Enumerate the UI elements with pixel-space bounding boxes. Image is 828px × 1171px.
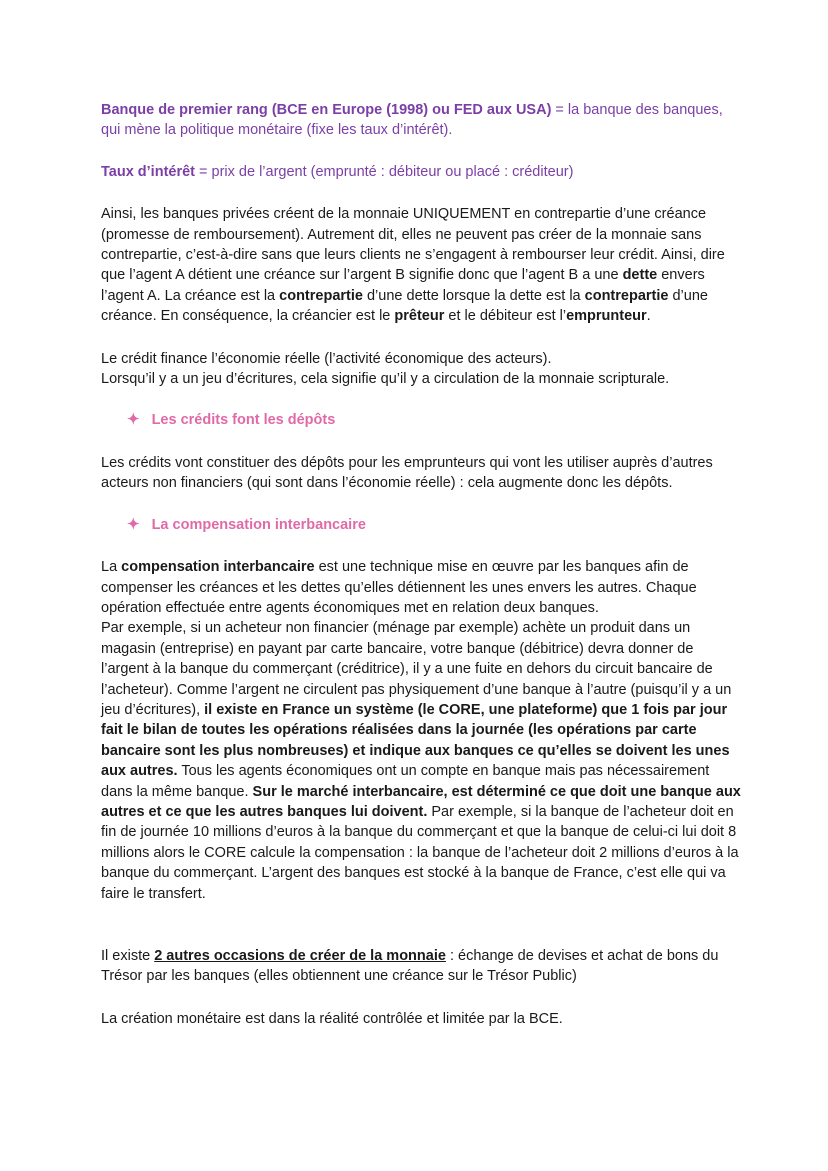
paragraph-credit-finance: Le crédit finance l’économie réelle (l’activité économique des acteurs). Lorsqu’il y a un jeu d’écritures, cela signifie qu’il y a circulation de la monnaie scripturale. [101, 350, 670, 388]
paragraph-definition-taux: Taux d’intérêt = prix de l’argent (emprunté : débiteur ou placé : créditeur) [101, 163, 574, 180]
heading-credits-depots: ✦ Les crédits font les dépôts [101, 410, 741, 430]
term-banque-premier-rang: Banque de premier rang (BCE en Europe (1998) ou FED aux USA) [101, 102, 552, 118]
term-taux-interet: Taux d’intérêt [101, 163, 195, 180]
paragraph-credits-depots: Les crédits vont constituer des dépôts pour les emprunteurs qui vont les utiliser auprès d’autres acteurs non financiers (qui sont dans l’économie réelle) : cela augmente donc les dépôts. [101, 454, 713, 492]
paragraph-autres-occasions: Il existe 2 autres occasions de créer de la monnaie : échange de devises et achat de bons du Trésor par les banques (elles obtiennent une créance sur le Trésor Public) [101, 948, 719, 985]
paragraph-creance: Ainsi, les banques privées créent de la monnaie UNIQUEMENT en contrepartie d’une créance (promesse de remboursement). Autrement dit, elles ne peuvent pas créer de la monnaie sans contrepartie, c’est-à-dire sans que leurs clients ne s’engagent à rembourser leur crédit. Ainsi, dire que l’agent A détient une créance sur l’argent B signifie donc que l’agent B a une dette envers l’agent A. La créance est la contrepartie d’une dette lorsque la dette est la contrepartie d’une créance. En conséquence, la créancier est le prêteur et le débiteur est l’emprunteur. [101, 206, 725, 325]
paragraph-definition-bce: Banque de premier rang (BCE en Europe (1998) ou FED aux USA) = la banque des banques, qui mène la politique monétaire (fixe les taux d’intérêt). [101, 102, 723, 139]
sparkle-bullet-icon: ✦ [127, 515, 140, 533]
document-page [101, 100, 741, 1029]
paragraph-compensation: La compensation interbancaire est une technique mise en œuvre par les banques afin de compenser les créances et les dettes qu’elles détiennent les unes envers les autres. Chaque opération effectuée entre agents économiques met en relation deux banques. Par exemple, si un acheteur non financier (ménage par exemple) achète un produit dans un magasin (entreprise) en payant par carte bancaire, votre banque (débitrice) devra donner de l’argent à la banque du commerçant (créditrice), il y a une fuite en dehors du circuit bancaire de l’acheteur). Comme l’argent ne circulent pas physiquement d’une banque à l’autre (puisqu’il y a un jeu d’écritures), il existe en France un système (le CORE, une plateforme) que 1 fois par jour fait le bilan de toutes les opérations réalisées dans la journée (les opérations par carte bancaire sont les plus nombreuses) et indique aux banques ce qu’elles se doivent les unes aux autres. Tous les agents économiques ont un compte en banque mais pas nécessairement dans la même banque. Sur le marché interbancaire, est déterminé ce que doit une banque aux autres et ce que les autres banques lui doivent. Par exemple, si la banque de l’acheteur doit en fin de journée 10 millions d’euros à la banque du commerçant et que la banque de celui-ci lui doit 8 millions alors le CORE calcule la compensation : la banque de l’acheteur doit 2 millions d’euros à la banque du commerçant. L’argent des banques est stocké à la banque de France, c’est elle qui va faire le transfert. [101, 559, 741, 902]
sparkle-bullet-icon: ✦ [127, 411, 140, 429]
paragraph-creation-monetaire: La création monétaire est dans la réalité contrôlée et limitée par la BCE. [101, 1010, 563, 1027]
heading-compensation: ✦ La compensation interbancaire [101, 515, 741, 535]
